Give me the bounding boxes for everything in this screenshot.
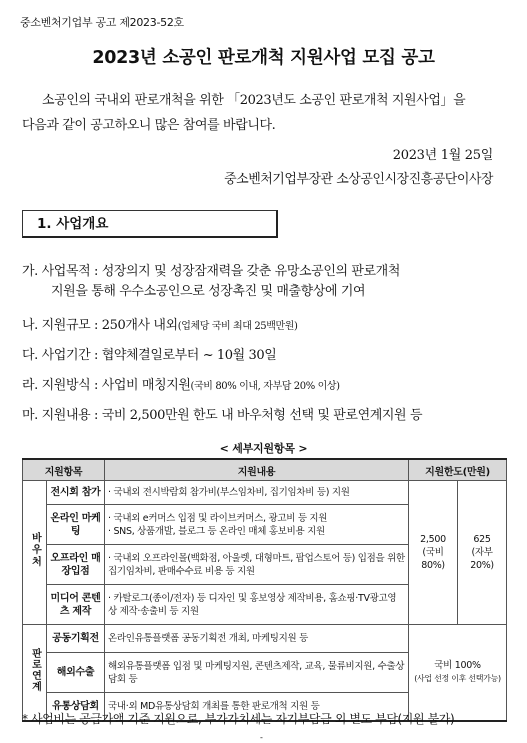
- table-row: [23, 481, 507, 505]
- table-header-row: [23, 459, 507, 481]
- issuer: 중소벤처기업부장관 소상공인시장진흥공단이사장: [224, 172, 493, 187]
- item-prefix: 마. 지원내용 :: [22, 408, 102, 423]
- limit-total-value: 2,500: [420, 534, 446, 545]
- item-method: [22, 376, 512, 397]
- item-prefix: 가. 사업목적 :: [22, 264, 102, 279]
- item-prefix: 라. 지원방식 :: [22, 378, 102, 393]
- limit-linkage: [409, 625, 507, 721]
- row-item: 오프라인 매장입점: [47, 545, 105, 585]
- limit-self: [458, 481, 507, 625]
- item-text: 협약체결일로부터 ~ 10월 30일: [101, 348, 277, 363]
- row-content: · 국내외 전시박람회 참가비(부스임차비, 집기임차비 등) 지원: [105, 481, 409, 505]
- row-content: · 국내외 오프라인몰(백화점, 아울렛, 대형마트, 팝업스토어 등) 입점을 위한 집기임차비, 판매수수료 비용 등 지원: [105, 545, 409, 585]
- support-items-table: [22, 458, 507, 722]
- item-prefix: 다. 사업기간 :: [22, 348, 102, 363]
- group-label: 판로연계: [29, 647, 41, 692]
- row-content: · 카탈로그(종이/전자) 등 디자인 및 홍보영상 제작비용, 홈쇼핑·TV광고영상 제작·송출비 등 지원: [105, 585, 409, 625]
- group-voucher: [23, 481, 47, 625]
- row-item: 해외수출: [47, 653, 105, 693]
- row-content: 온라인유통플랫폼 공동기획전 개최, 마케팅지원 등: [105, 625, 409, 653]
- section-heading: 1. 사업개요: [22, 210, 278, 238]
- table-row: [23, 625, 507, 653]
- limit-self-value: 625: [473, 534, 491, 545]
- doc-number: 중소벤처기업부 공고 제2023-52호: [20, 16, 184, 29]
- group-linkage: [23, 625, 47, 721]
- limit-self-note: (자부20%): [470, 547, 494, 571]
- header-limit: 지원한도(만원): [409, 459, 507, 481]
- limit-linkage-note: (사업 선정 이후 선택가능): [414, 674, 501, 684]
- page-title: 2023년 소공인 판로개척 지원사업 모집 공고: [92, 48, 435, 68]
- item-prefix: 나. 지원규모 :: [22, 318, 102, 333]
- intro-line-2: 다음과 같이 공고하오니 많은 참여를 바랍니다.: [22, 118, 276, 133]
- footnote: * 사업비는 공급가액 기준 지원으로, 부가가치세는 자기부담금 외 별도 부담(지원 불가): [22, 712, 455, 726]
- limit-linkage-value: 국비 100%: [434, 660, 481, 672]
- header-content: 지원내용: [105, 459, 409, 481]
- item-text: 사업비 매칭지원: [101, 378, 191, 393]
- limit-total-note: (국비 80%): [421, 547, 445, 571]
- intro-line-1: 소공인의 국내외 판로개척을 위한 「2023년도 소공인 판로개척 지원사업」을: [42, 93, 466, 108]
- item-text: 250개사 내외: [101, 318, 178, 333]
- item-continuation: 지원을 통해 우수소공인으로 성장촉진 및 매출향상에 기여: [51, 284, 366, 299]
- intro-paragraph: [22, 88, 512, 138]
- item-scale: [22, 316, 512, 337]
- table-caption: < 세부지원항목 >: [219, 442, 308, 455]
- limit-total: [409, 481, 458, 625]
- row-item: 전시회 참가: [47, 481, 105, 505]
- item-text: 성장의지 및 성장잠재력을 갖춘 유망소공인의 판로개척: [101, 264, 400, 279]
- announcement-date: 2023년 1월 25일: [392, 148, 493, 163]
- header-item: 지원항목: [23, 459, 105, 481]
- item-purpose: [22, 262, 512, 302]
- item-note: (업체당 국비 최대 25백만원): [177, 321, 298, 332]
- row-content: · 국내외 e커머스 입점 및 라이브커머스, 광고비 등 지원 · SNS, 상품개발, 블로그 등 온라인 매체 홍보비용 지원: [105, 505, 409, 545]
- page-marker: -: [260, 733, 263, 742]
- group-label: 바우처: [29, 532, 41, 568]
- item-note: (국비 80% 이내, 자부담 20% 이상): [190, 381, 340, 392]
- item-period: [22, 346, 512, 366]
- row-item: 온라인 마케팅: [47, 505, 105, 545]
- row-content: 해외유통플랫폼 입점 및 마케팅지원, 콘텐츠제작, 교육, 물류비지원, 수출상담회 등: [105, 653, 409, 693]
- row-item: 유통상담회: [47, 693, 105, 721]
- row-content: 국내·외 MD유통상담회 개최를 통한 판로개척 지원 등: [105, 693, 409, 721]
- item-text: 국비 2,500만원 한도 내 바우처형 선택 및 판로연계지원 등: [101, 408, 423, 423]
- item-content: [22, 406, 512, 426]
- row-item: 공동기획전: [47, 625, 105, 653]
- row-item: 미디어 콘텐츠 제작: [47, 585, 105, 625]
